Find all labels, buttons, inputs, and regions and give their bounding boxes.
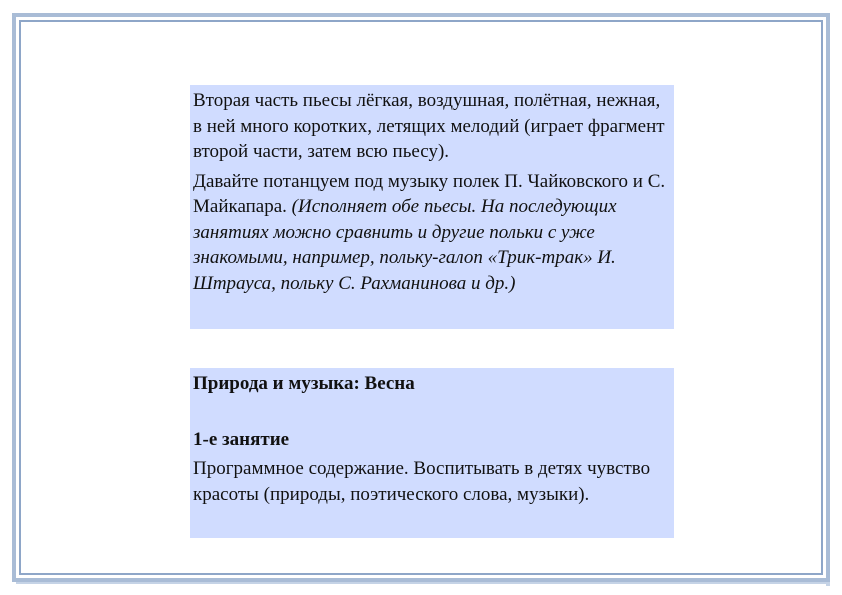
- performance-note: (Исполняет обе пьесы. На последующих занятиях можно сравнить и другие польки с уже знакомыми, например, польку-галоп «Трик-трак» И. Штрауса, польку С. Рахманинова и др.): [193, 196, 617, 294]
- section-title: Природа и музыка: Весна: [193, 373, 415, 394]
- paragraph-dance: [193, 169, 670, 297]
- dance-invitation-text: Давайте потанцуем под музыку полек П. Чайковского и С. Майкапара.: [193, 170, 666, 217]
- blank-line: [193, 397, 670, 427]
- lesson-heading: 1-е занятие: [193, 428, 290, 450]
- text-block-spring: [190, 368, 674, 538]
- text-block-polka: [190, 85, 674, 329]
- paragraph-second-part: Вторая часть пьесы лёгкая, воздушная, полётная, нежная, в ней много коротких, летящих мелодий (играет фрагмент второй части, затем всю пьесу).: [193, 90, 665, 162]
- program-content: Программное содержание. Воспитывать в детях чувство красоты (природы, поэтического слова, музыки).: [193, 458, 651, 505]
